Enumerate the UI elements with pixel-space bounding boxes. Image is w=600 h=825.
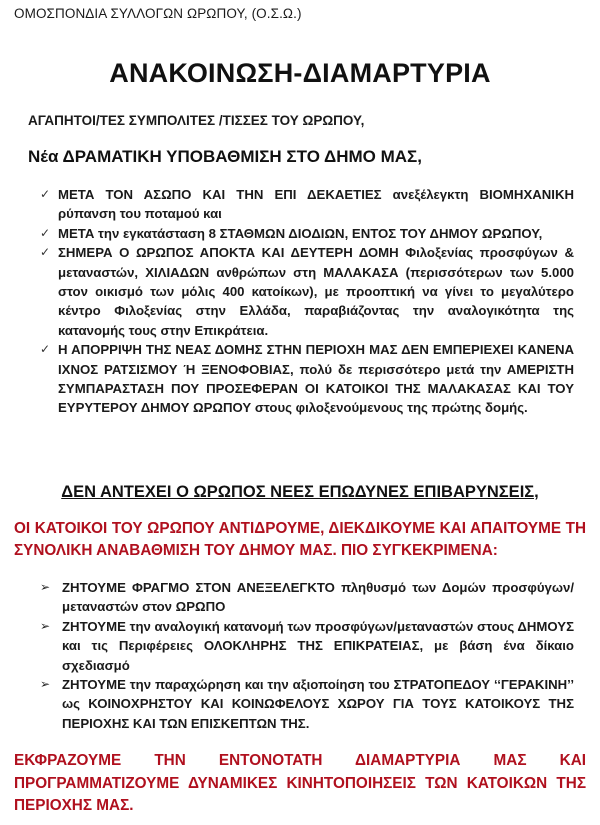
- list-item: [40, 578, 574, 617]
- page-title: ΑΝΑΚΟΙΝΩΣΗ-ΔΙΑΜΑΡΤΥΡΙΑ: [109, 58, 491, 88]
- list-item: [40, 617, 574, 675]
- grievance-list: [40, 185, 574, 418]
- list-item: [40, 224, 574, 243]
- list-item-text: Η ΑΠΟΡΡΙΨΗ ΤΗΣ ΝΕΑΣ ΔΟΜΗΣ ΣΤΗΝ ΠΕΡΙΟΧΗ ΜΑΣ ΔΕΝ ΕΜΠΕΡΙΕΧΕΙ ΚΑΝΕΝΑ ΙΧΝΟΣ ΡΑΤΣΙΣΜΟΥ Ή ΞΕΝΟΦΟΒΙΑΣ, πολύ δε περισσότερο μετά την ΑΜΕΡΙΣΤΗ ΣΥΜΠΑΡΑΣΤΑΣΗ ΠΟΥ ΠΡΟΣΕΦΕΡΑΝ ΟΙ ΚΑΤΟΙΚΟΙ ΤΗΣ ΜΑΛΑΚΑΣΑΣ ΚΑΙ ΤΟΥ ΕΥΡΥΤΕΡΟΥ ΔΗΜΟΥ ΩΡΩΠΟΥ στους φιλοξενούμενους της πρώτης δομής.: [58, 342, 574, 416]
- list-item-text: ΣΗΜΕΡΑ Ο ΩΡΩΠΟΣ ΑΠΟΚΤΑ ΚΑΙ ΔΕΥΤΕΡΗ ΔΟΜΗ Φιλοξενίας προσφύγων & μεταναστών, ΧΙΛΙΑΔΩΝ ανθρώπων στη ΜΑΛΑΚΑΣΑ (περισσότερων των 5.000 στον οικισμό των μόλις 400 κατοίκων), με προοπτική να γίνει το μεγαλύτερο κέντρο Φιλοξενίας στην Ελλάδα, παραβιάζοντας την αναλογικότητα της κατανομής τους στην Επικράτεια.: [58, 245, 574, 338]
- checkmark-icon: ✓: [40, 245, 51, 260]
- list-item-text: ΖΗΤΟΥΜΕ την παραχώρηση και την αξιοποίηση του ΣΤΡΑΤΟΠΕΔΟΥ ‘‘ΓΕΡΑΚΙΝΗ’’ ως ΚΟΙΝΟΧΡΗΣΤΟΥ ΚΑΙ ΚΟΙΝΩΦΕΛΟΥΣ ΧΩΡΟΥ ΓΙΑ ΤΟΥΣ ΚΑΤΟΙΚΟΥΣ ΤΗΣ ΠΕΡΙΟΧΗΣ ΚΑΙ ΤΩΝ ΕΠΙΣΚΕΠΤΩΝ ΤΗΣ.: [62, 677, 574, 731]
- list-item: [40, 243, 574, 340]
- list-item-text: ΖΗΤΟΥΜΕ ΦΡΑΓΜΟ ΣΤΟΝ ΑΝΕΞΕΛΕΓΚΤΟ πληθυσμό των Δομών προσφύγων/μεταναστών στον ΩΡΩΠΟ: [62, 580, 574, 615]
- arrowhead-bullet-icon: ➢: [40, 677, 51, 692]
- underlined-statement: ΔΕΝ ΑΝΤΕΧΕΙ Ο ΩΡΩΠΟΣ ΝΕΕΣ ΕΠΩΔΥΝΕΣ ΕΠΙΒΑΡΥΝΣΕΙΣ,: [61, 483, 539, 501]
- subheading: Νέα ΔΡΑΜΑΤΙΚΗ ΥΠΟΒΑΘΜΙΣΗ ΣΤΟ ΔΗΜΟ ΜΑΣ,: [28, 147, 422, 166]
- checkmark-icon: ✓: [40, 187, 51, 201]
- greeting-line: ΑΓΑΠΗΤΟΙ/ΤΕΣ ΣΥΜΠΟΛΙΤΕΣ /ΤΙΣΣΕΣ ΤΟΥ ΩΡΩΠΟΥ,: [28, 113, 365, 128]
- arrowhead-bullet-icon: ➢: [40, 618, 51, 633]
- red-demand-statement: ΟΙ ΚΑΤΟΙΚΟΙ ΤΟΥ ΩΡΩΠΟΥ ΑΝΤΙΔΡΟΥΜΕ, ΔΙΕΚΔΙΚΟΥΜΕ ΚΑΙ ΑΠΑΙΤΟΥΜΕ ΤΗ ΣΥΝΟΛΙΚΗ ΑΝΑΒΑΘΜΙΣΗ ΤΟΥ ΔΗΜΟΥ ΜΑΣ. ΠΙΟ ΣΥΓΚΕΚΡΙΜΕΝΑ:: [14, 520, 586, 559]
- red-protest-statement: ΕΚΦΡΑΖΟΥΜΕ ΤΗΝ ΕΝΤΟΝΟΤΑΤΗ ΔΙΑΜΑΡΤΥΡΙΑ ΜΑΣ ΚΑΙ ΠΡΟΓΡΑΜΜΑΤΙΖΟΥΜΕ ΔΥΝΑΜΙΚΕΣ ΚΙΝΗΤΟΠΟΙΗΣΕΙΣ ΤΩΝ ΚΑΤΟΙΚΩΝ ΤΗΣ ΠΕΡΙΟΧΗΣ ΜΑΣ.: [14, 752, 586, 814]
- list-item-text: ΜΕΤΑ ΤΟΝ ΑΣΩΠΟ ΚΑΙ ΤΗΝ ΕΠΙ ΔΕΚΑΕΤΙΕΣ ανεξέλεγκτη ΒΙΟΜΗΧΑΝΙΚΗ ρύπανση του ποταμού και: [58, 187, 574, 222]
- checkmark-icon: ✓: [40, 342, 51, 357]
- list-item: [40, 340, 574, 418]
- list-item: [40, 185, 574, 224]
- list-item-text: ΖΗΤΟΥΜΕ την αναλογική κατανομή των προσφύγων/μεταναστών στους ΔΗΜΟΥΣ και τις Περιφέρειες ΟΛΟΚΛΗΡΗΣ ΤΗΣ ΕΠΙΚΡΑΤΕΙΑΣ, με βάση ένα δίκαιο σχεδιασμό: [62, 618, 574, 673]
- arrowhead-bullet-icon: ➢: [40, 580, 51, 594]
- demands-list: [40, 578, 574, 733]
- organization-name: ΟΜΟΣΠΟΝΔΙΑ ΣΥΛΛΟΓΩΝ ΩΡΩΠΟΥ, (Ο.Σ.Ω.): [14, 6, 302, 21]
- list-item: [40, 675, 574, 733]
- checkmark-icon: ✓: [40, 225, 51, 240]
- list-item-text: ΜΕΤΑ την εγκατάσταση 8 ΣΤΑΘΜΩΝ ΔΙΟΔΙΩΝ, ΕΝΤΟΣ ΤΟΥ ΔΗΜΟΥ ΩΡΩΠΟΥ,: [58, 225, 543, 241]
